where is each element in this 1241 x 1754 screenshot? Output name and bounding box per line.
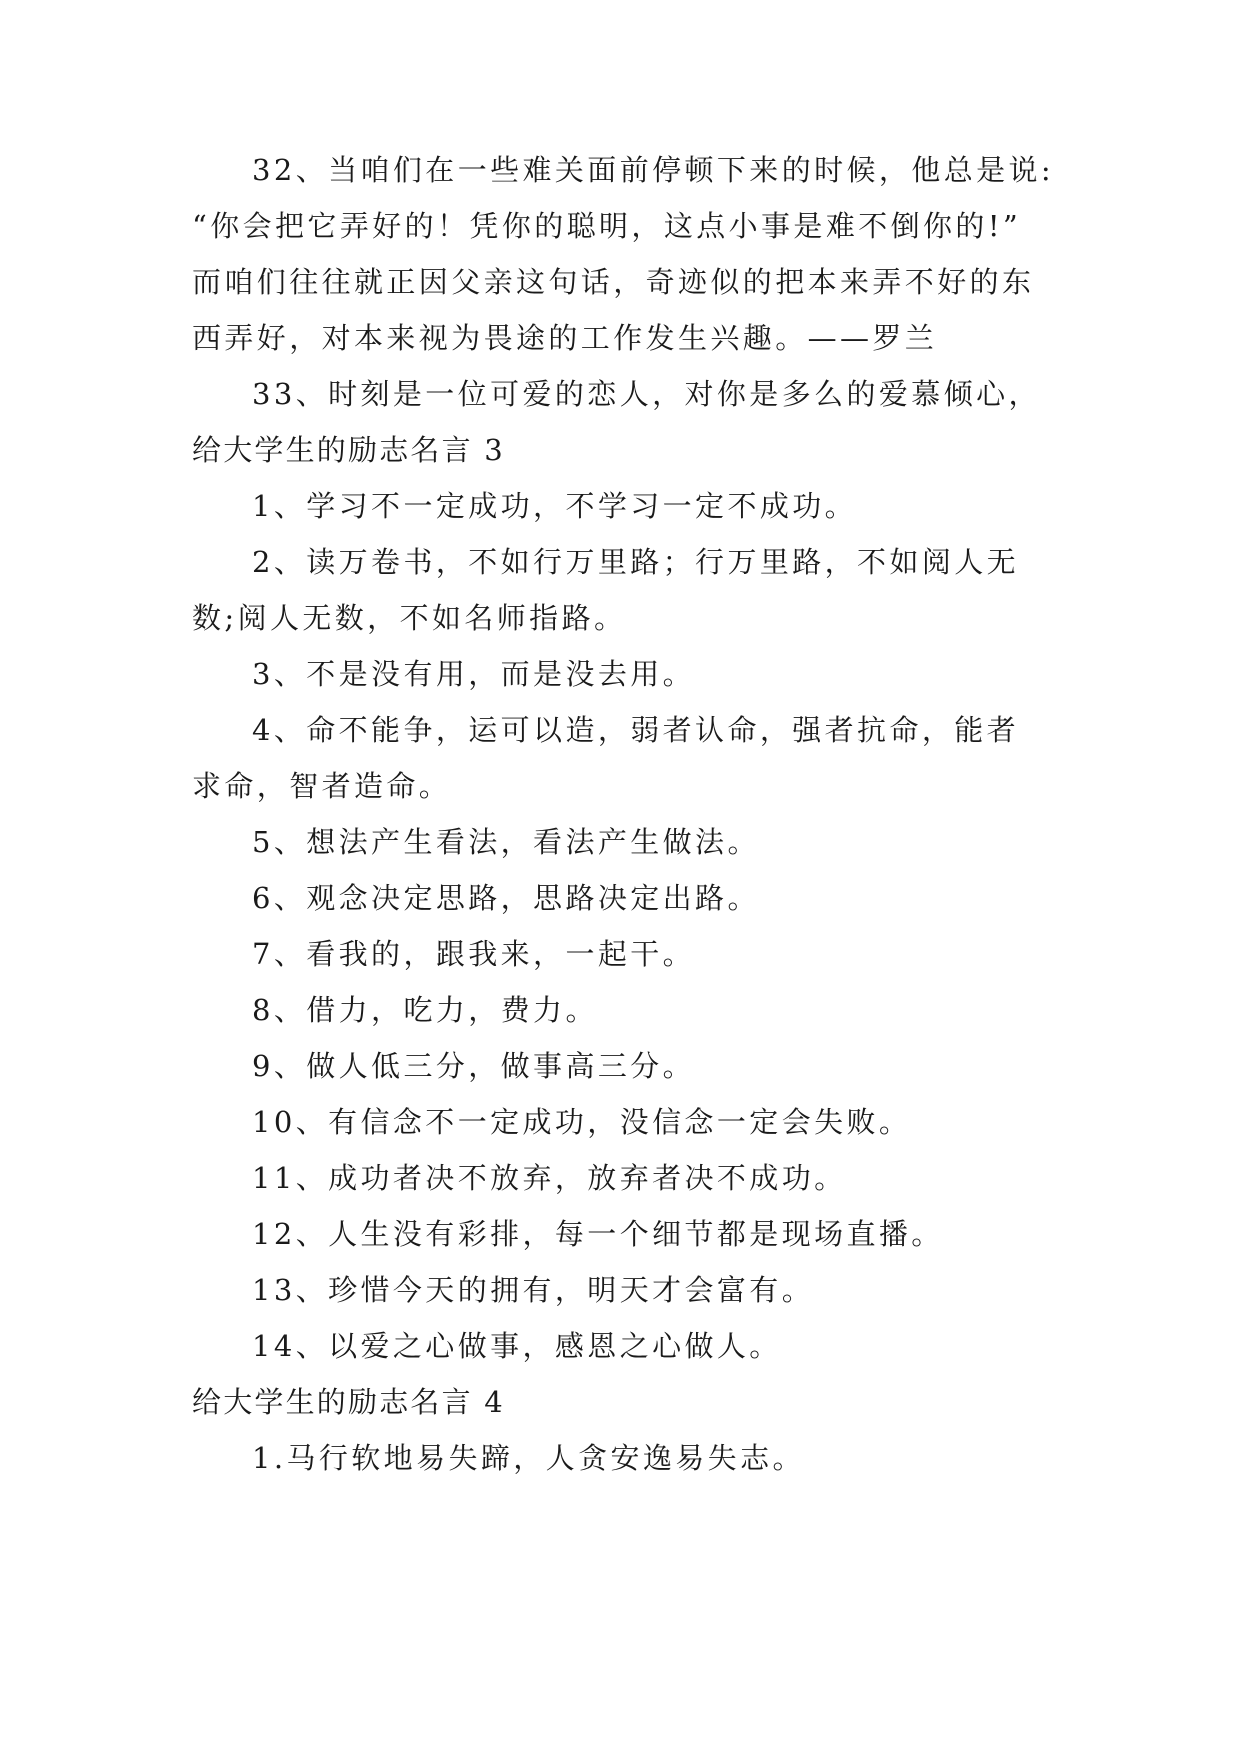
list-item-4-line-1: 4、命不能争，运可以造，弱者认命，强者抗命，能者 (252, 713, 1020, 747)
list-item-5: 5、想法产生看法，看法产生做法。 (252, 825, 760, 859)
list-item-8: 8、借力，吃力，费力。 (252, 993, 598, 1027)
list-item-12: 12、人生没有彩排，每一个细节都是现场直播。 (252, 1217, 944, 1251)
list-item-1: 1、学习不一定成功，不学习一定不成功。 (252, 489, 858, 523)
paragraph-32-line-3: 而咱们往往就正因父亲这句话，奇迹似的把本来弄不好的东 (192, 265, 1035, 299)
paragraph-33: 33、时刻是一位可爱的恋人，对你是多么的爱慕倾心， (252, 377, 1041, 411)
list-item-6: 6、观念决定思路，思路决定出路。 (252, 881, 760, 915)
list-item-14: 14、以爱之心做事，感恩之心做人。 (252, 1329, 782, 1363)
paragraph-32-line-1: 32、当咱们在一些难关面前停顿下来的时候，他总是说: (252, 153, 1055, 187)
list-item-4-line-2: 求命，智者造命。 (192, 769, 452, 803)
list-item-7: 7、看我的，跟我来，一起干。 (252, 937, 696, 971)
list-item-10: 10、有信念不一定成功，没信念一定会失败。 (252, 1105, 912, 1139)
list-item-4-1: 1.马行软地易失蹄，人贪安逸易失志。 (252, 1441, 805, 1475)
paragraph-32-line-2: “你会把它弄好的！凭你的聪明，这点小事是难不倒你的!” (192, 209, 1022, 243)
list-item-2-line-1: 2、读万卷书，不如行万里路；行万里路，不如阅人无 (252, 545, 1020, 579)
list-item-3: 3、不是没有用，而是没去用。 (252, 657, 696, 691)
list-item-2-line-2: 数;阅人无数，不如名师指路。 (192, 601, 627, 635)
list-item-11: 11、成功者决不放弃，放弃者决不成功。 (252, 1161, 847, 1195)
section-heading-4: 给大学生的励志名言 4 (192, 1385, 505, 1419)
list-item-13: 13、珍惜今天的拥有，明天才会富有。 (252, 1273, 815, 1307)
list-item-9: 9、做人低三分，做事高三分。 (252, 1049, 696, 1083)
paragraph-32-line-4: 西弄好，对本来视为畏途的工作发生兴趣。——罗兰 (192, 321, 938, 355)
section-heading-3: 给大学生的励志名言 3 (192, 433, 505, 467)
